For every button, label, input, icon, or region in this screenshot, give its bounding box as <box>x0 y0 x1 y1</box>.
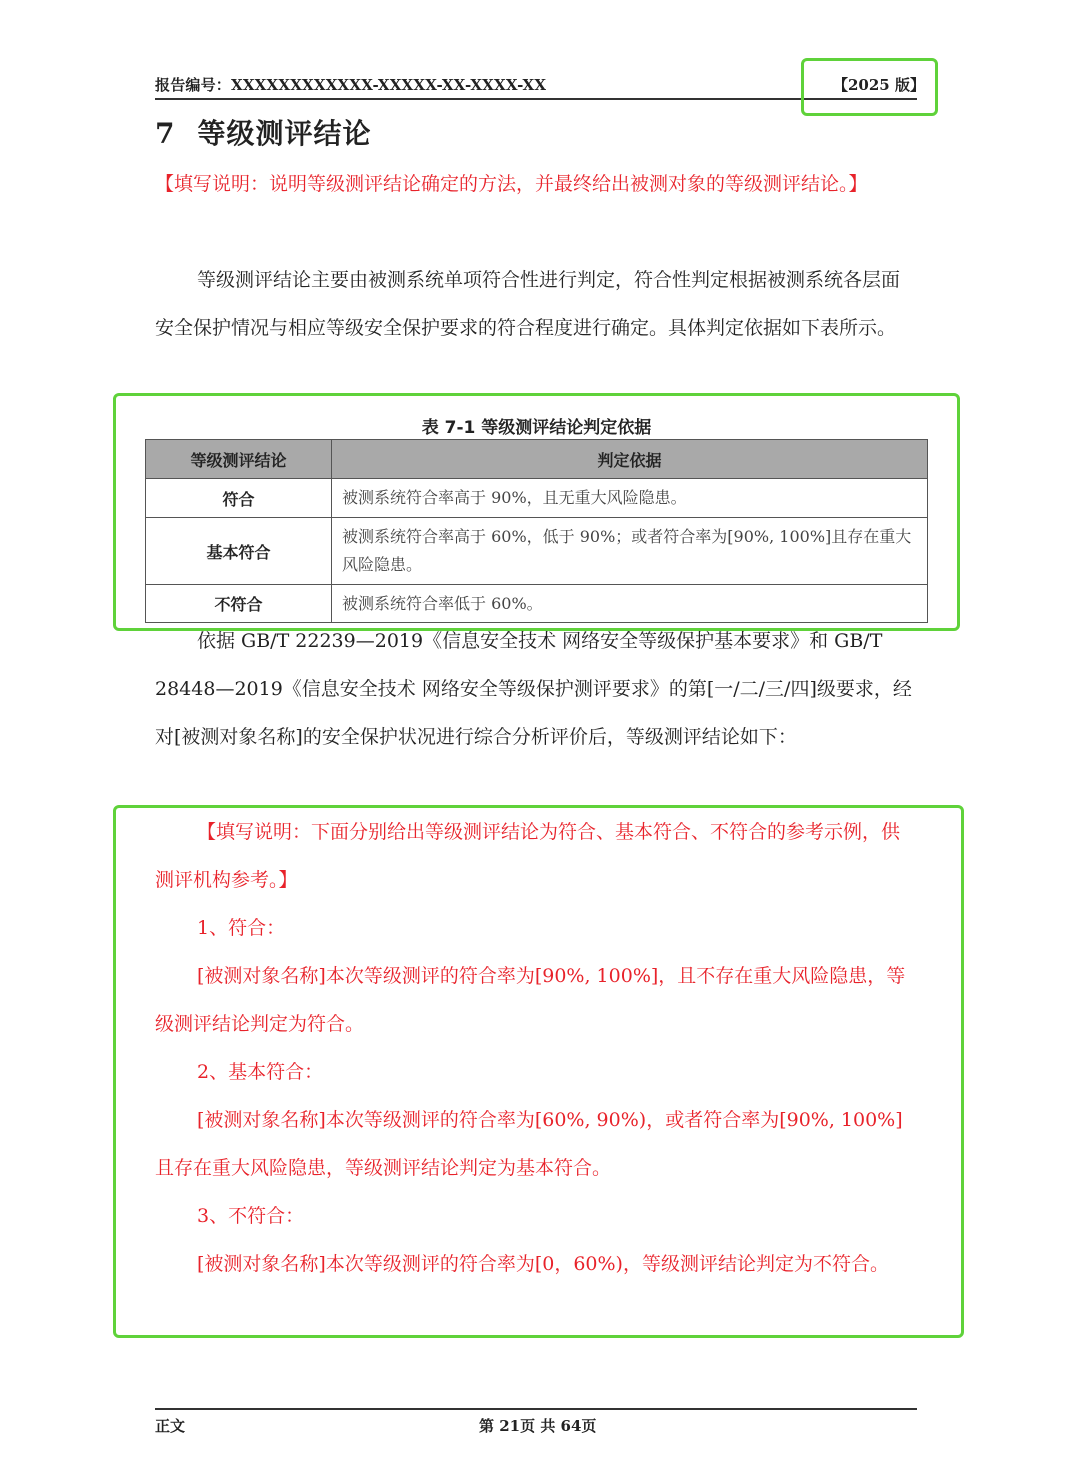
table-highlight-box <box>113 393 960 631</box>
fill-note-1: 【填写说明：说明等级测评结论确定的方法，并最终给出被测对象的等级测评结论。】 <box>155 173 868 195</box>
table-cell-basis: 被测系统符合率高于 90%，且无重大风险隐患。 <box>332 479 928 518</box>
table-cell-level: 不符合 <box>146 585 332 623</box>
example-heading-3: 3、不符合： <box>197 1205 305 1227</box>
footer-section-label: 正文 <box>155 1417 186 1435</box>
table-cell-basis: 被测系统符合率低于 60%。 <box>332 585 928 623</box>
example-text-3: [被测对象名称]本次等级测评的符合率为[0，60%)，等级测评结论判定为不符合。 <box>197 1253 889 1275</box>
page-number: 第 21页 共 64页 <box>479 1417 597 1435</box>
basis-paragraph: 依据 GB/T 22239—2019《信息安全技术 网络安全等级保护基本要求》和 GB/T 28448—2019《信息安全技术 网络安全等级保护测评要求》的第[一/二/三/四]级要求，经对[被测对象名称]的安全保护状况进行综合分析评价后，等级测评结论如下： <box>155 630 912 748</box>
table-header-level: 等级测评结论 <box>146 440 332 479</box>
footer-divider <box>155 1408 917 1410</box>
example-text-2: [被测对象名称]本次等级测评的符合率为[60%, 90%)，或者符合率为[90%, 100%]且存在重大风险隐患，等级测评结论判定为基本符合。 <box>155 1109 903 1179</box>
section-title-text: 等级测评结论 <box>197 117 372 150</box>
report-code: 报告编号：XXXXXXXXXXXX-XXXXX-XX-XXXX-XX <box>155 76 547 94</box>
example-heading-1: 1、符合： <box>197 917 286 939</box>
example-heading-2: 2、基本符合： <box>197 1061 324 1083</box>
table-cell-level: 基本符合 <box>146 518 332 585</box>
version-highlight-box <box>801 58 938 116</box>
table-caption: 表 7-1 等级测评结论判定依据 <box>421 418 652 438</box>
fill-note-2: 【填写说明：下面分别给出等级测评结论为符合、基本符合、不符合的参考示例，供测评机构参考。】 <box>155 821 901 891</box>
table-cell-basis: 被测系统符合率高于 60%，低于 90%；或者符合率为[90%, 100%]且存在重大风险隐患。 <box>332 518 928 585</box>
section-number: 7 <box>155 117 176 150</box>
section-title <box>155 112 372 152</box>
example-text-1: [被测对象名称]本次等级测评的符合率为[90%, 100%]，且不存在重大风险隐患，等级测评结论判定为符合。 <box>155 965 906 1035</box>
version-label: 【2025 版】 <box>833 76 925 94</box>
table-header-basis: 判定依据 <box>332 440 928 479</box>
intro-paragraph: 等级测评结论主要由被测系统单项符合性进行判定，符合性判定根据被测系统各层面安全保护情况与相应等级安全保护要求的符合程度进行确定。具体判定依据如下表所示。 <box>155 269 901 339</box>
table-cell-level: 符合 <box>146 479 332 518</box>
